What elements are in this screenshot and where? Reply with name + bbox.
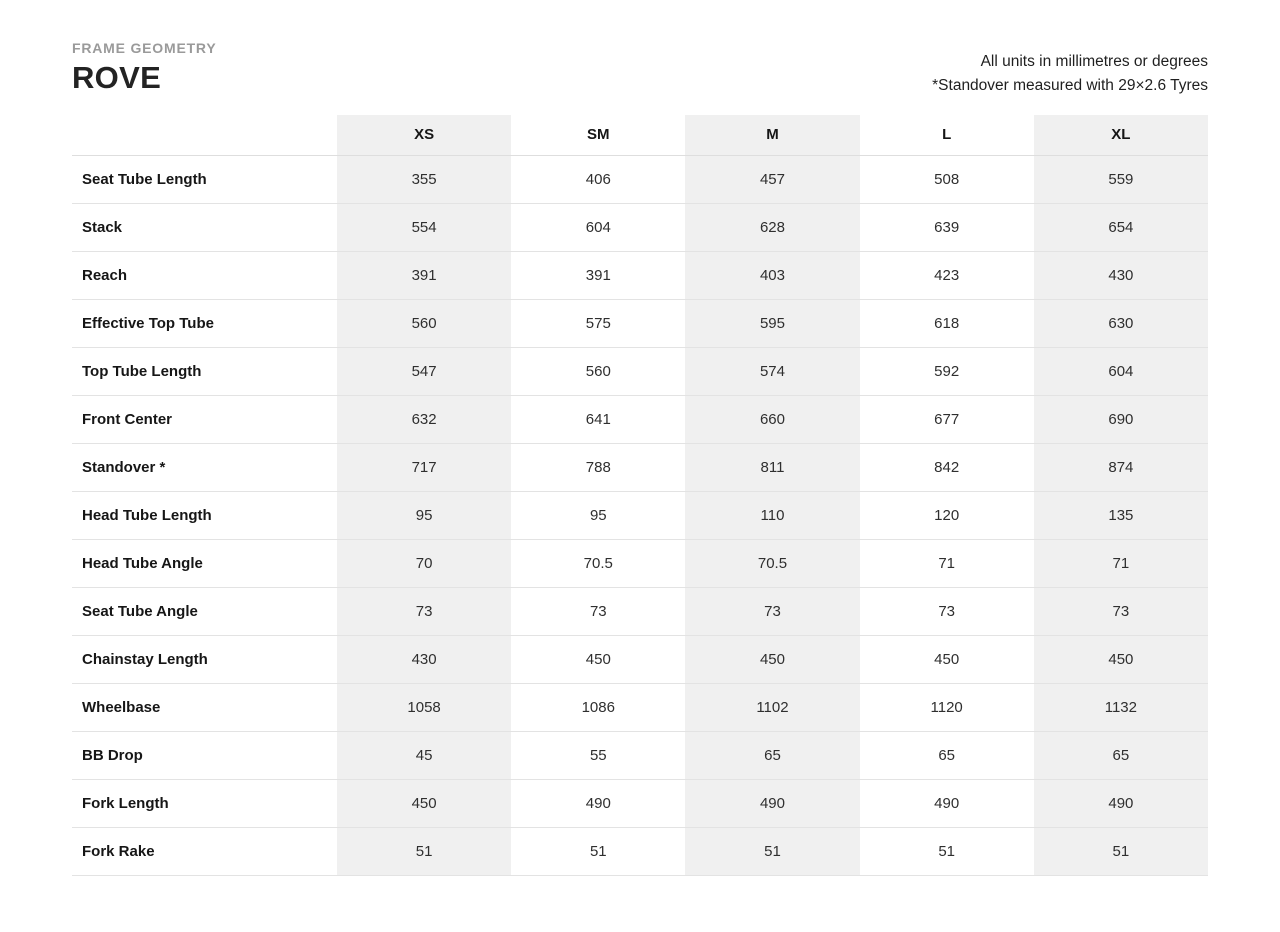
geometry-value: 604 [1034,347,1208,395]
geometry-value: 65 [860,731,1034,779]
row-label: Top Tube Length [72,347,337,395]
geometry-value: 1086 [511,683,685,731]
row-label: Effective Top Tube [72,299,337,347]
geometry-value: 450 [1034,635,1208,683]
table-body [72,155,1208,875]
geometry-value: 406 [511,155,685,203]
column-header-xl: XL [1034,115,1208,155]
geometry-value: 559 [1034,155,1208,203]
geometry-value: 51 [337,827,511,875]
geometry-value: 71 [1034,539,1208,587]
geometry-value: 788 [511,443,685,491]
row-label: Front Center [72,395,337,443]
geometry-value: 630 [1034,299,1208,347]
column-header-m: M [685,115,859,155]
table-row [72,731,1208,779]
geometry-value: 457 [685,155,859,203]
table-row [72,155,1208,203]
table-row [72,539,1208,587]
row-label: Head Tube Length [72,491,337,539]
geometry-value: 95 [337,491,511,539]
geometry-value: 490 [1034,779,1208,827]
geometry-value: 51 [685,827,859,875]
geometry-value: 547 [337,347,511,395]
geometry-value: 450 [685,635,859,683]
geometry-value: 55 [511,731,685,779]
table-head [72,115,1208,155]
geometry-value: 618 [860,299,1034,347]
geometry-value: 120 [860,491,1034,539]
geometry-value: 65 [685,731,859,779]
geometry-value: 73 [1034,587,1208,635]
geometry-value: 1058 [337,683,511,731]
row-label: Fork Length [72,779,337,827]
geometry-value: 45 [337,731,511,779]
geometry-value: 403 [685,251,859,299]
row-label: Stack [72,203,337,251]
row-label: Fork Rake [72,827,337,875]
geometry-value: 450 [511,635,685,683]
geometry-value: 110 [685,491,859,539]
geometry-value: 641 [511,395,685,443]
geometry-value: 391 [337,251,511,299]
geometry-value: 575 [511,299,685,347]
geometry-value: 450 [860,635,1034,683]
geometry-value: 811 [685,443,859,491]
geometry-value: 592 [860,347,1034,395]
geometry-value: 51 [860,827,1034,875]
geometry-value: 660 [685,395,859,443]
geometry-value: 574 [685,347,859,395]
geometry-value: 51 [511,827,685,875]
geometry-value: 73 [511,587,685,635]
geometry-table [72,115,1208,876]
row-label: Chainstay Length [72,635,337,683]
units-notes [932,40,1208,98]
geometry-value: 842 [860,443,1034,491]
geometry-value: 1120 [860,683,1034,731]
geometry-value: 65 [1034,731,1208,779]
title-block [72,40,216,96]
table-row [72,203,1208,251]
table-row [72,251,1208,299]
units-note-line: All units in millimetres or degrees [980,53,1208,70]
geometry-value: 450 [337,779,511,827]
geometry-value: 70.5 [511,539,685,587]
page-title: ROVE [72,60,162,95]
geometry-value: 560 [337,299,511,347]
geometry-value: 604 [511,203,685,251]
geometry-value: 554 [337,203,511,251]
standover-note-line: *Standover measured with 29×2.6 Tyres [932,77,1208,94]
geometry-value: 690 [1034,395,1208,443]
table-row [72,683,1208,731]
geometry-value: 430 [1034,251,1208,299]
geometry-value: 423 [860,251,1034,299]
column-header-xs: XS [337,115,511,155]
geometry-value: 677 [860,395,1034,443]
geometry-value: 430 [337,635,511,683]
geometry-value: 628 [685,203,859,251]
geometry-value: 639 [860,203,1034,251]
geometry-value: 560 [511,347,685,395]
geometry-value: 135 [1034,491,1208,539]
table-row [72,779,1208,827]
column-header-sm: SM [511,115,685,155]
geometry-value: 490 [860,779,1034,827]
row-label: Wheelbase [72,683,337,731]
geometry-value: 874 [1034,443,1208,491]
row-label: Standover * [72,443,337,491]
geometry-value: 632 [337,395,511,443]
geometry-value: 355 [337,155,511,203]
table-row [72,347,1208,395]
row-label: Reach [72,251,337,299]
geometry-value: 70.5 [685,539,859,587]
column-header-l: L [860,115,1034,155]
geometry-value: 51 [1034,827,1208,875]
size-header-row [72,115,1208,155]
corner-header-cell [72,115,337,155]
geometry-value: 73 [337,587,511,635]
page-header [72,40,1208,98]
row-label: Seat Tube Length [72,155,337,203]
row-label: Seat Tube Angle [72,587,337,635]
geometry-value: 1132 [1034,683,1208,731]
table-row [72,635,1208,683]
geometry-value: 595 [685,299,859,347]
row-label: Head Tube Angle [72,539,337,587]
geometry-value: 73 [860,587,1034,635]
table-row [72,395,1208,443]
table-row [72,299,1208,347]
table-row [72,827,1208,875]
table-row [72,587,1208,635]
section-eyebrow: FRAME GEOMETRY [72,40,217,56]
geometry-value: 508 [860,155,1034,203]
geometry-value: 70 [337,539,511,587]
geometry-value: 490 [511,779,685,827]
table-row [72,443,1208,491]
geometry-value: 1102 [685,683,859,731]
geometry-value: 654 [1034,203,1208,251]
geometry-value: 391 [511,251,685,299]
geometry-value: 717 [337,443,511,491]
geometry-value: 71 [860,539,1034,587]
geometry-value: 490 [685,779,859,827]
geometry-value: 95 [511,491,685,539]
table-row [72,491,1208,539]
row-label: BB Drop [72,731,337,779]
geometry-value: 73 [685,587,859,635]
